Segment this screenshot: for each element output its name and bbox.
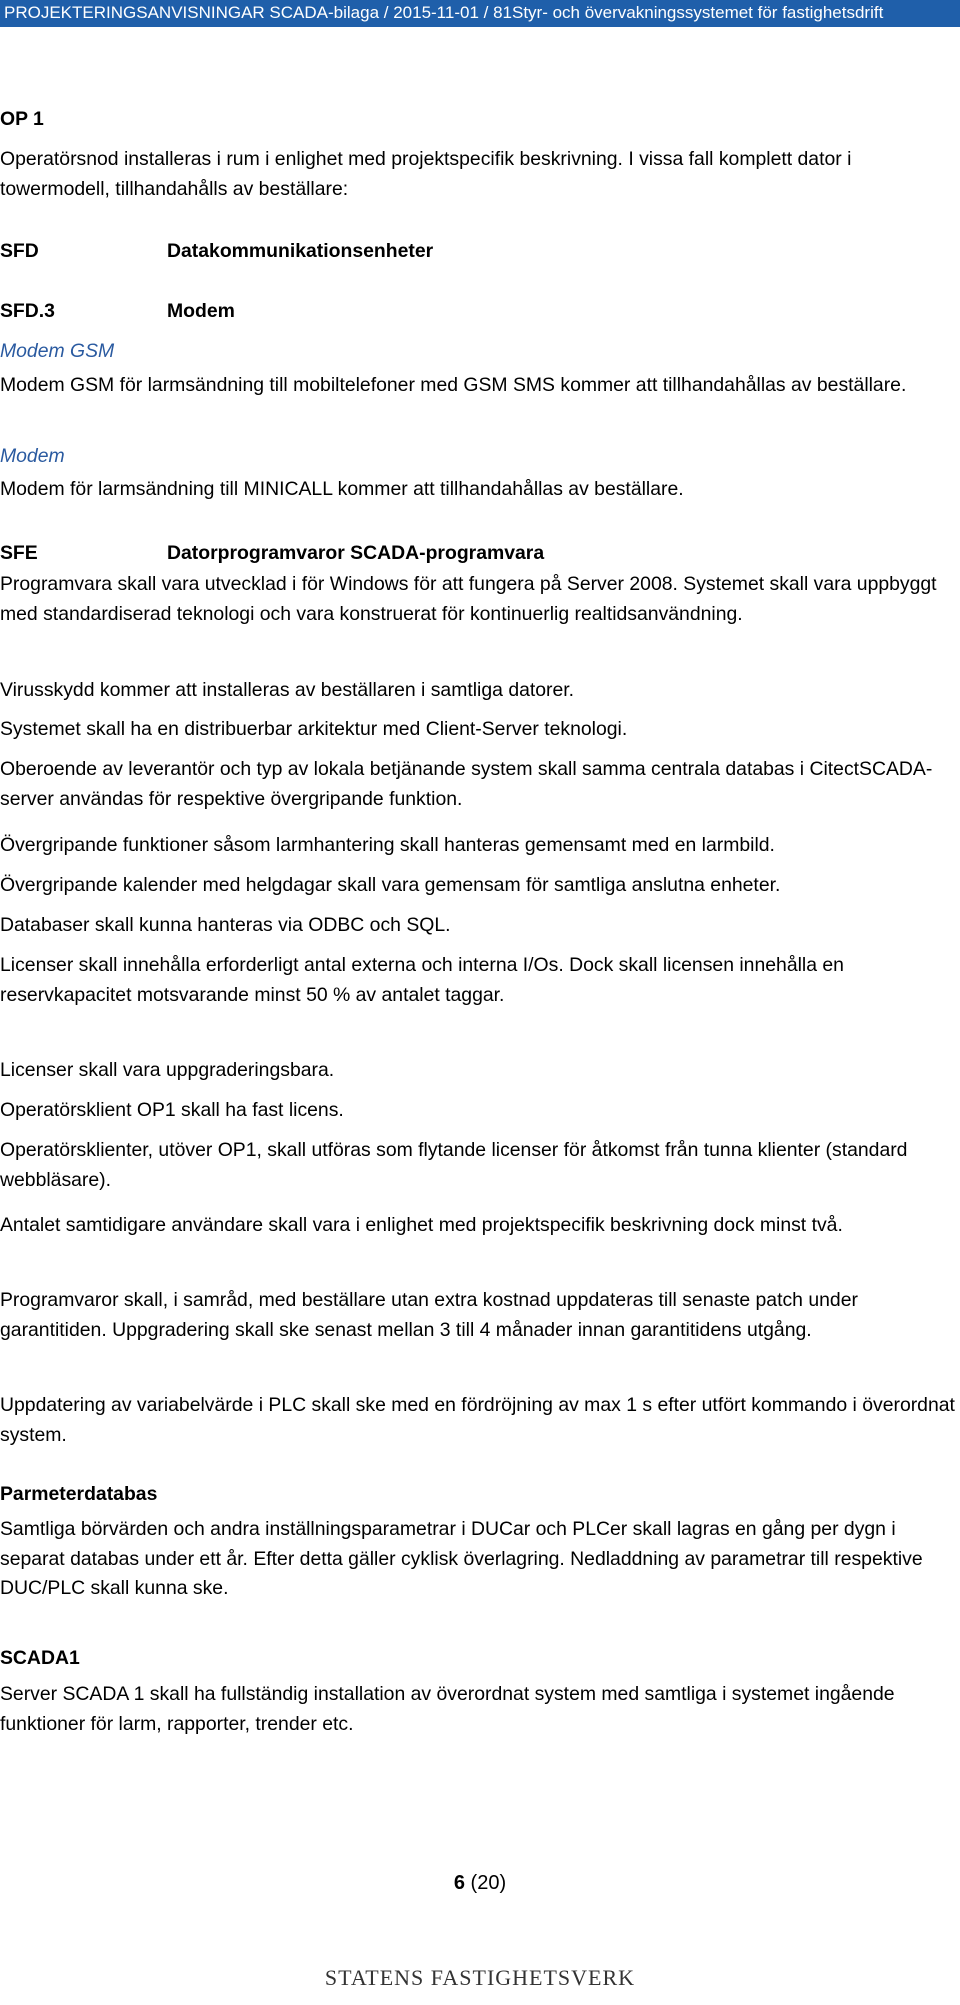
op1-paragraph: Operatörsnod installeras i rum i enlighet med projektspecifik beskrivning. I vissa fall komplett dator i towermodell, tillhandahålls av beställare: bbox=[0, 148, 852, 200]
page-total: (20) bbox=[470, 1872, 507, 1894]
scada1-paragraph: Server SCADA 1 skall ha fullständig installation av överordnat system med samtliga i systemet ingående funktioner för larm, rapporter, trender etc. bbox=[0, 1683, 895, 1735]
sfe-paragraph: Systemet skall ha en distribuerbar arkitektur med Client-Server teknologi. bbox=[0, 718, 628, 740]
section-code: SFD bbox=[0, 240, 39, 262]
sfe-paragraph: Virusskydd kommer att installeras av beställaren i samtliga datorer. bbox=[0, 679, 575, 701]
sfe-paragraph: Licenser skall innehålla erforderligt antal externa och interna I/Os. Dock skall licensen innehålla en reservkapacitet motsvarande minst 50 % av antalet taggar. bbox=[0, 954, 844, 1006]
section-code: SFD.3 bbox=[0, 300, 55, 322]
op1-heading: OP 1 bbox=[0, 108, 44, 130]
parameterdatabas-heading: Parmeterdatabas bbox=[0, 1483, 158, 1505]
sfe-paragraph: Antalet samtidigare användare skall vara i enlighet med projektspecifik beskrivning dock minst två. bbox=[0, 1214, 843, 1236]
running-header: PROJEKTERINGSANVISNINGAR SCADA-bilaga / 2015-11-01 / 81Styr- och övervakningssystemet för fastighetsdrift bbox=[0, 0, 960, 27]
parameterdatabas-paragraph: Samtliga börvärden och andra inställningsparametrar i DUCar och PLCer skall lagras en gång per dygn i separat databas under ett år. Efter detta gäller cyklisk överlagring. Nedladdning av parametrar till respektive DUC/PLC skall kunna ske. bbox=[0, 1518, 923, 1599]
page-current: 6 bbox=[453, 1872, 465, 1894]
footer-organization: STATENS FASTIGHETSVERK bbox=[324, 1965, 636, 1990]
sfe-paragraph: Oberoende av leverantör och typ av lokala betjänande system skall samma centrala databas i CitectSCADA-server användas för respektive övergripande funktion. bbox=[0, 758, 933, 810]
modem-gsm-heading: Modem GSM bbox=[0, 340, 115, 362]
sfe-paragraph: Uppdatering av variabelvärde i PLC skall ske med en fördröjning av max 1 s efter utfört kommando i överordnat system. bbox=[0, 1394, 955, 1446]
sfe-paragraph: Operatörsklienter, utöver OP1, skall utföras som flytande licenser för åtkomst från tunna klienter (standard webbläsare). bbox=[0, 1139, 908, 1191]
modem-heading: Modem bbox=[0, 445, 65, 467]
sfe-paragraph: Programvaror skall, i samråd, med beställare utan extra kostnad uppdateras till senaste patch under garantitiden. Uppgradering skall ske senast mellan 3 till 4 månader innan garantitidens utgång. bbox=[0, 1289, 858, 1341]
sfe-paragraph: Övergripande funktioner såsom larmhantering skall hanteras gemensamt med en larmbild. bbox=[0, 834, 775, 856]
modem-paragraph: Modem för larmsändning till MINICALL kommer att tillhandahållas av beställare. bbox=[0, 478, 684, 500]
sfe-paragraph: Övergripande kalender med helgdagar skall vara gemensam för samtliga anslutna enheter. bbox=[0, 874, 781, 896]
sfe-paragraph: Operatörsklient OP1 skall ha fast licens. bbox=[0, 1099, 344, 1121]
section-title: Modem bbox=[167, 300, 235, 322]
modem-gsm-paragraph: Modem GSM för larmsändning till mobiltelefoner med GSM SMS kommer att tillhandahållas av beställare. bbox=[0, 374, 907, 396]
sfe-paragraph: Databaser skall kunna hanteras via ODBC och SQL. bbox=[0, 914, 451, 936]
sfe-paragraph: Programvara skall vara utvecklad i för Windows för att fungera på Server 2008. Systemet skall vara uppbyggt med standardiserad teknologi och vara konstruerat för kontinuerlig realtidsanvändning. bbox=[0, 573, 937, 625]
section-title: Datakommunikationsenheter bbox=[167, 240, 434, 262]
scada1-heading: SCADA1 bbox=[0, 1647, 80, 1669]
section-code: SFE bbox=[0, 542, 38, 564]
sfe-paragraph: Licenser skall vara uppgraderingsbara. bbox=[0, 1059, 335, 1081]
section-title: Datorprogramvaror SCADA-programvara bbox=[167, 542, 545, 564]
page-number bbox=[0, 1872, 960, 1895]
